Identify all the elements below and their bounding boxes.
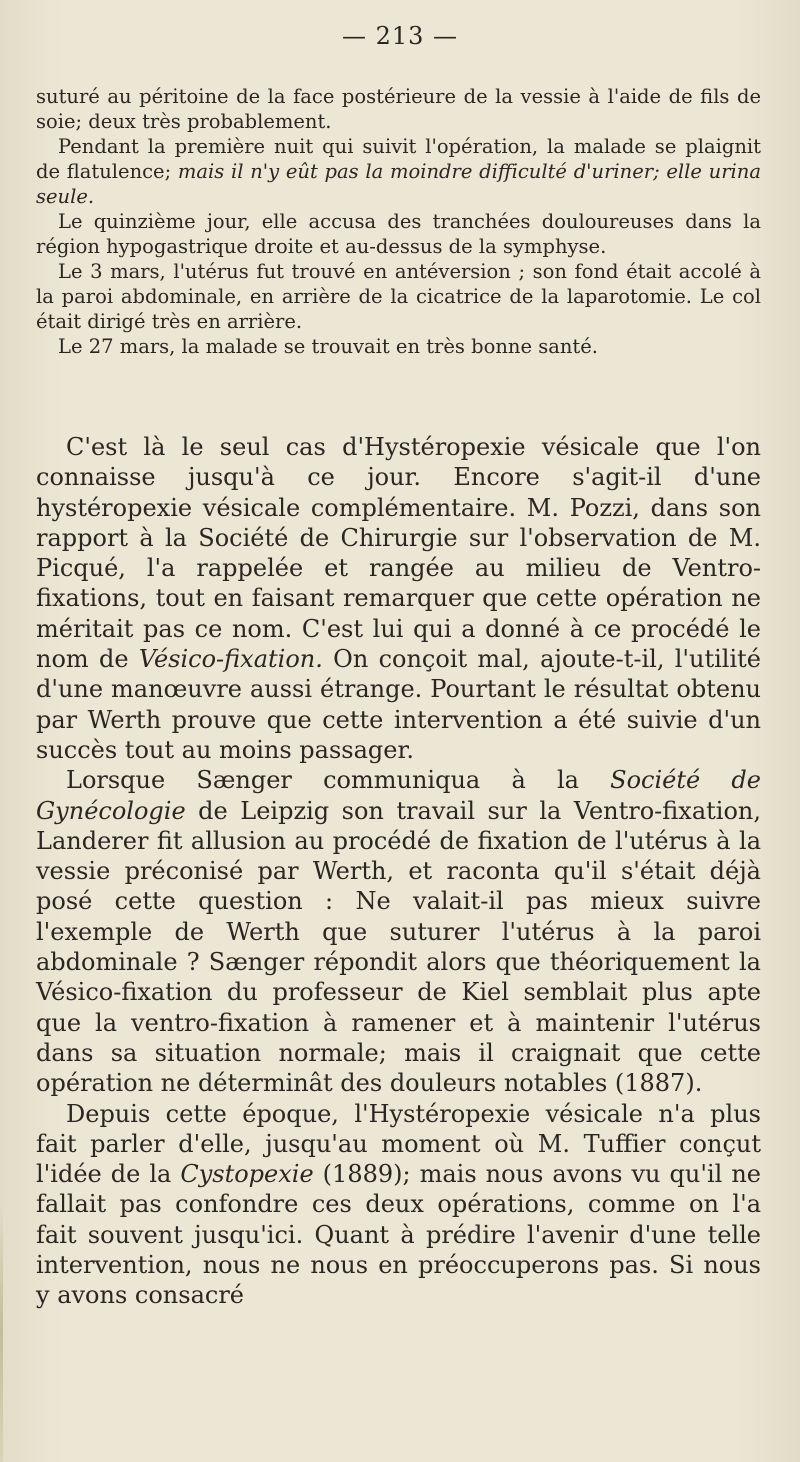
body-italic-text: Vésico-fixation. bbox=[138, 645, 323, 674]
case-report-line bbox=[36, 134, 761, 209]
main-text-block bbox=[36, 432, 761, 1311]
case-report-italic-text: mais il n'y eût pas la moindre difficulté d'uriner; elle urina seule. bbox=[36, 160, 761, 208]
body-text: On conçoit mal, ajoute-t-il, l'utilité d'une manœuvre aussi étrange. Pourtant le résultat obtenu par Werth prouve que cette intervention a été suivie d'un succès tout au moins passager. bbox=[36, 645, 761, 764]
body-text: (1889); mais nous avons vu qu'il ne fallait pas confondre ces deux opérations, comme on l'a fait souvent jusqu'ici. Quant à prédire l'avenir d'une telle intervention, nous ne nous en préoccuperons pas. Si nous y avons consacré bbox=[36, 1160, 761, 1310]
body-paragraph bbox=[36, 432, 761, 765]
body-text: de Leipzig son travail sur la Ventro-fixation, Landerer fit allusion au procédé de fixation de l'utérus à la vessie préconisé par Werth, et raconta qu'il s'était déjà posé cette question : Ne valait-il pas mieux suivre l'exemple de Werth que suturer l'utérus à la paroi abdominale ? Sænger répondit alors que théoriquement la Vésico-fixation du professeur de Kiel semblait plus apte que la ventro-fixation à ramener et à maintenir l'utérus dans sa situation normale; mais il craignait que cette opération ne déterminât des douleurs notables (1887). bbox=[36, 796, 761, 1098]
body-italic-text: Cystopexie bbox=[180, 1160, 314, 1189]
body-italic-text: Société de Gynécologie bbox=[36, 766, 761, 825]
page-edge-mark bbox=[0, 1200, 3, 1462]
case-report-line: Le 27 mars, la malade se trouvait en très bonne santé. bbox=[58, 335, 598, 358]
case-report-line: Le quinzième jour, elle accusa des tranchées douloureuses dans la région hypogastrique droite et au-dessus de la symphyse. bbox=[36, 210, 761, 258]
page-number: — 213 — bbox=[341, 22, 459, 50]
case-report-line: Le 3 mars, l'utérus fut trouvé en antéversion ; son fond était accolé à la paroi abdominale, en arrière de la cicatrice de la laparotomie. Le col était dirigé très en arrière. bbox=[36, 260, 761, 333]
case-report-block bbox=[36, 84, 761, 359]
body-paragraph bbox=[36, 1099, 761, 1311]
body-text: C'est là le seul cas d'Hystéropexie vésicale que l'on connaisse jusqu'à ce jour. Encore s'agit-il d'une hystéropexie vésicale complémentaire. M. Pozzi, dans son rapport à la Société de Chirurgie sur l'observation de M. Picqué, l'a rappelée et rangée au milieu de Ventro-fixations, tout en faisant remarquer que cette opération ne méritait pas ce nom. C'est lui qui a donné à ce procédé le nom de bbox=[36, 433, 761, 674]
body-text: Depuis cette époque, l'Hystéropexie vésicale n'a plus fait parler d'elle, jusqu'au moment où M. Tuffier conçut l'idée de la bbox=[36, 1099, 761, 1189]
case-report-text: Pendant la première nuit qui suivit l'opération, la malade se plaignit de flatulence; bbox=[36, 135, 761, 183]
body-paragraph bbox=[36, 765, 761, 1098]
body-text: Lorsque Sænger communiqua à la bbox=[66, 766, 611, 795]
case-report-line: suturé au péritoine de la face postérieure de la vessie à l'aide de fils de soie; deux très probablement. bbox=[36, 85, 761, 133]
